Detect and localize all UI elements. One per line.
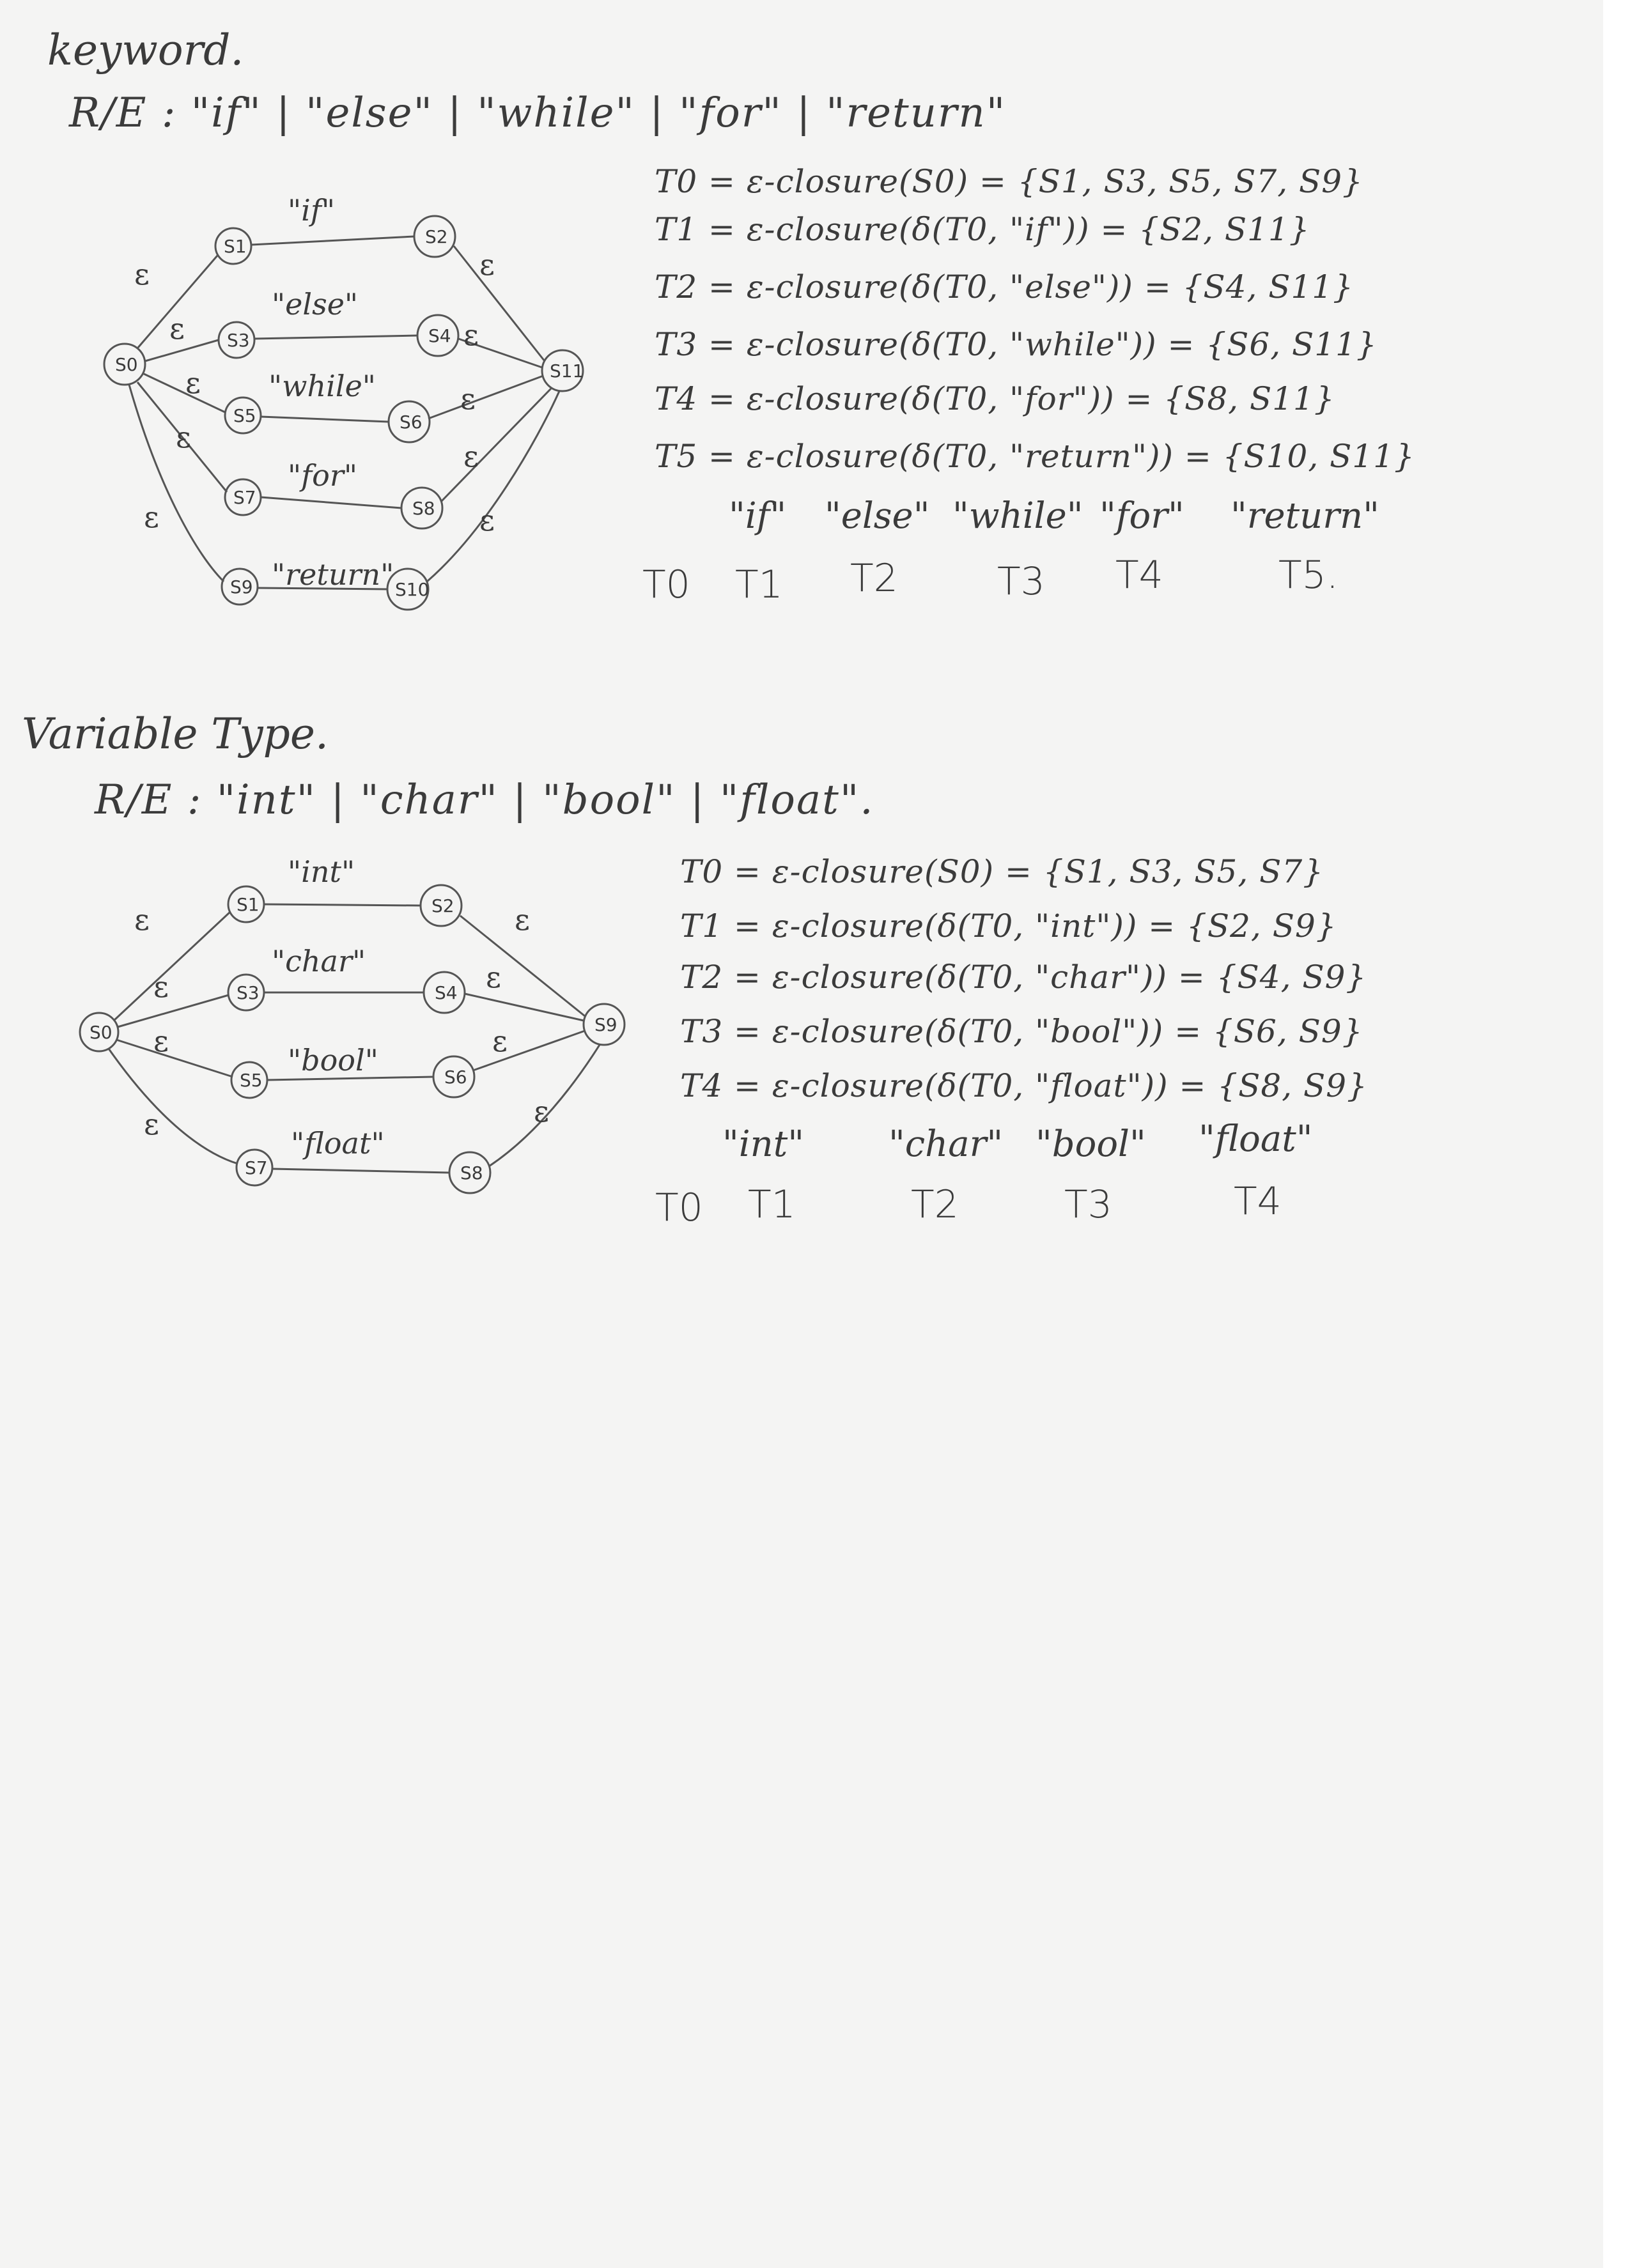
keyword-dfa-state: T0: [642, 562, 690, 607]
variable-type-dfa-state: T3: [1064, 1182, 1112, 1227]
variable-type-regex: R/E : "int" | "char" | "bool" | "float".: [95, 776, 874, 824]
keyword-closure-t2: T2 = ε-closure(δ(T0, "else")) = {S4, S11}: [655, 268, 1354, 305]
epsilon-label: ε: [153, 1024, 169, 1058]
epsilon-label: ε: [144, 500, 159, 534]
state-label: S3: [227, 330, 250, 351]
epsilon-edge: [427, 391, 559, 582]
keyword-dfa-state: T5.: [1278, 553, 1339, 598]
variable-type-dfa-state: T2: [911, 1182, 959, 1227]
state-label: S1: [224, 236, 247, 257]
epsilon-edge: [465, 994, 584, 1021]
variable-type-dfa-state: T1: [748, 1182, 796, 1227]
keyword-dfa-token: "if": [729, 495, 787, 537]
variable-type-dfa-token: "float": [1199, 1118, 1313, 1160]
keyword-dfa-token: "for": [1099, 495, 1184, 537]
variable-type-dfa-token: "int": [722, 1123, 804, 1165]
keyword-closure-t0: T0 = ε-closure(S0) = {S1, S3, S5, S7, S9}: [655, 163, 1363, 200]
epsilon-label: ε: [134, 902, 150, 937]
epsilon-edge: [441, 389, 551, 502]
epsilon-label: ε: [492, 1024, 508, 1058]
variable-type-dfa-state: T4: [1234, 1179, 1282, 1224]
epsilon-edge: [118, 995, 229, 1027]
state-label: S6: [444, 1067, 467, 1088]
epsilon-label: ε: [479, 503, 495, 537]
epsilon-edge: [473, 1031, 585, 1070]
keyword-dfa-token: "else": [825, 495, 930, 537]
keyword-regex: R/E : "if" | "else" | "while" | "for" | "return": [69, 89, 1007, 137]
state-label: S7: [245, 1157, 268, 1178]
epsilon-edge: [129, 385, 224, 582]
variable-type-closure-t3: T3 = ε-closure(δ(T0, "bool")) = {S6, S9}: [680, 1013, 1363, 1050]
epsilon-edge: [428, 376, 543, 419]
state-label: S6: [400, 412, 423, 433]
state-label: S7: [233, 487, 256, 508]
transition-edge: [261, 497, 401, 508]
epsilon-label: ε: [176, 420, 191, 454]
state-label: S9: [230, 576, 253, 598]
epsilon-label: ε: [534, 1094, 549, 1129]
keyword-dfa-state: T3: [997, 559, 1045, 604]
epsilon-label: ε: [144, 1107, 159, 1141]
epsilon-label: ε: [169, 311, 185, 346]
transition-edge: [264, 904, 421, 906]
epsilon-label: ε: [463, 439, 479, 474]
state-label: S4: [435, 982, 458, 1003]
keyword-closure-t1: T1 = ε-closure(δ(T0, "if")) = {S2, S11}: [655, 211, 1310, 248]
transition-label: "bool": [288, 1043, 378, 1077]
state-label: S3: [237, 982, 260, 1003]
keyword-closure-t5: T5 = ε-closure(δ(T0, "return")) = {S10, S11}: [655, 438, 1415, 475]
epsilon-label: ε: [479, 247, 495, 282]
variable-type-nfa-diagram: [64, 853, 639, 1211]
keyword-nfa-diagram: [89, 173, 620, 633]
keyword-dfa-token: "while": [952, 495, 1083, 537]
transition-label: "while": [268, 369, 376, 403]
epsilon-label: ε: [460, 382, 476, 416]
scan-edge: [1603, 0, 1630, 2268]
state-label: S8: [460, 1162, 483, 1184]
keyword-dfa-token: "return": [1230, 495, 1379, 537]
transition-label: "else": [272, 287, 359, 321]
epsilon-label: ε: [515, 902, 530, 937]
transition-edge: [251, 236, 414, 245]
epsilon-edge: [109, 1049, 238, 1164]
keyword-dfa-state: T1: [735, 562, 783, 607]
variable-type-dfa-token: "char": [889, 1123, 1004, 1165]
keyword-dfa-state: T4: [1115, 553, 1163, 598]
variable-type-closure-t4: T4 = ε-closure(δ(T0, "float")) = {S8, S9}: [680, 1067, 1368, 1104]
epsilon-label: ε: [185, 366, 201, 400]
state-label: S0: [89, 1022, 113, 1043]
epsilon-edge: [114, 912, 230, 1021]
transition-label: "float": [291, 1126, 385, 1161]
variable-type-closure-t1: T1 = ε-closure(δ(T0, "int")) = {S2, S9}: [680, 907, 1337, 945]
epsilon-label: ε: [153, 969, 169, 1004]
variable-type-closure-t2: T2 = ε-closure(δ(T0, "char")) = {S4, S9}: [680, 959, 1367, 996]
transition-label: "return": [272, 557, 394, 592]
variable-type-dfa-state: T0: [655, 1185, 703, 1230]
keyword-closure-t3: T3 = ε-closure(δ(T0, "while")) = {S6, S11}: [655, 326, 1378, 363]
state-label: S9: [594, 1014, 617, 1035]
state-label: S11: [550, 360, 584, 382]
state-label: S2: [431, 895, 454, 916]
state-label: S5: [233, 405, 256, 426]
variable-type-closure-t0: T0 = ε-closure(S0) = {S1, S3, S5, S7}: [680, 853, 1324, 890]
state-label: S2: [425, 226, 448, 247]
state-label: S4: [428, 325, 451, 346]
transition-label: "for": [288, 458, 358, 493]
state-label: S0: [115, 354, 138, 375]
keyword-heading: keyword.: [47, 26, 244, 75]
state-label: S10: [395, 579, 430, 600]
epsilon-label: ε: [463, 318, 479, 352]
state-label: S5: [240, 1070, 263, 1091]
transition-label: "char": [272, 944, 366, 978]
epsilon-label: ε: [134, 257, 150, 291]
variable-type-dfa-token: "bool": [1036, 1123, 1146, 1165]
state-label: S8: [412, 498, 435, 519]
state-label: S1: [237, 894, 260, 915]
keyword-closure-t4: T4 = ε-closure(δ(T0, "for")) = {S8, S11}: [655, 380, 1335, 417]
transition-edge: [254, 336, 417, 339]
transition-edge: [272, 1169, 449, 1173]
transition-edge: [261, 417, 389, 422]
keyword-dfa-state: T2: [850, 556, 898, 601]
transition-label: "int": [288, 854, 355, 889]
variable-type-heading: Variable Type.: [22, 709, 329, 759]
transition-label: "if": [288, 193, 336, 228]
epsilon-edge: [116, 1040, 233, 1077]
epsilon-label: ε: [486, 960, 501, 994]
